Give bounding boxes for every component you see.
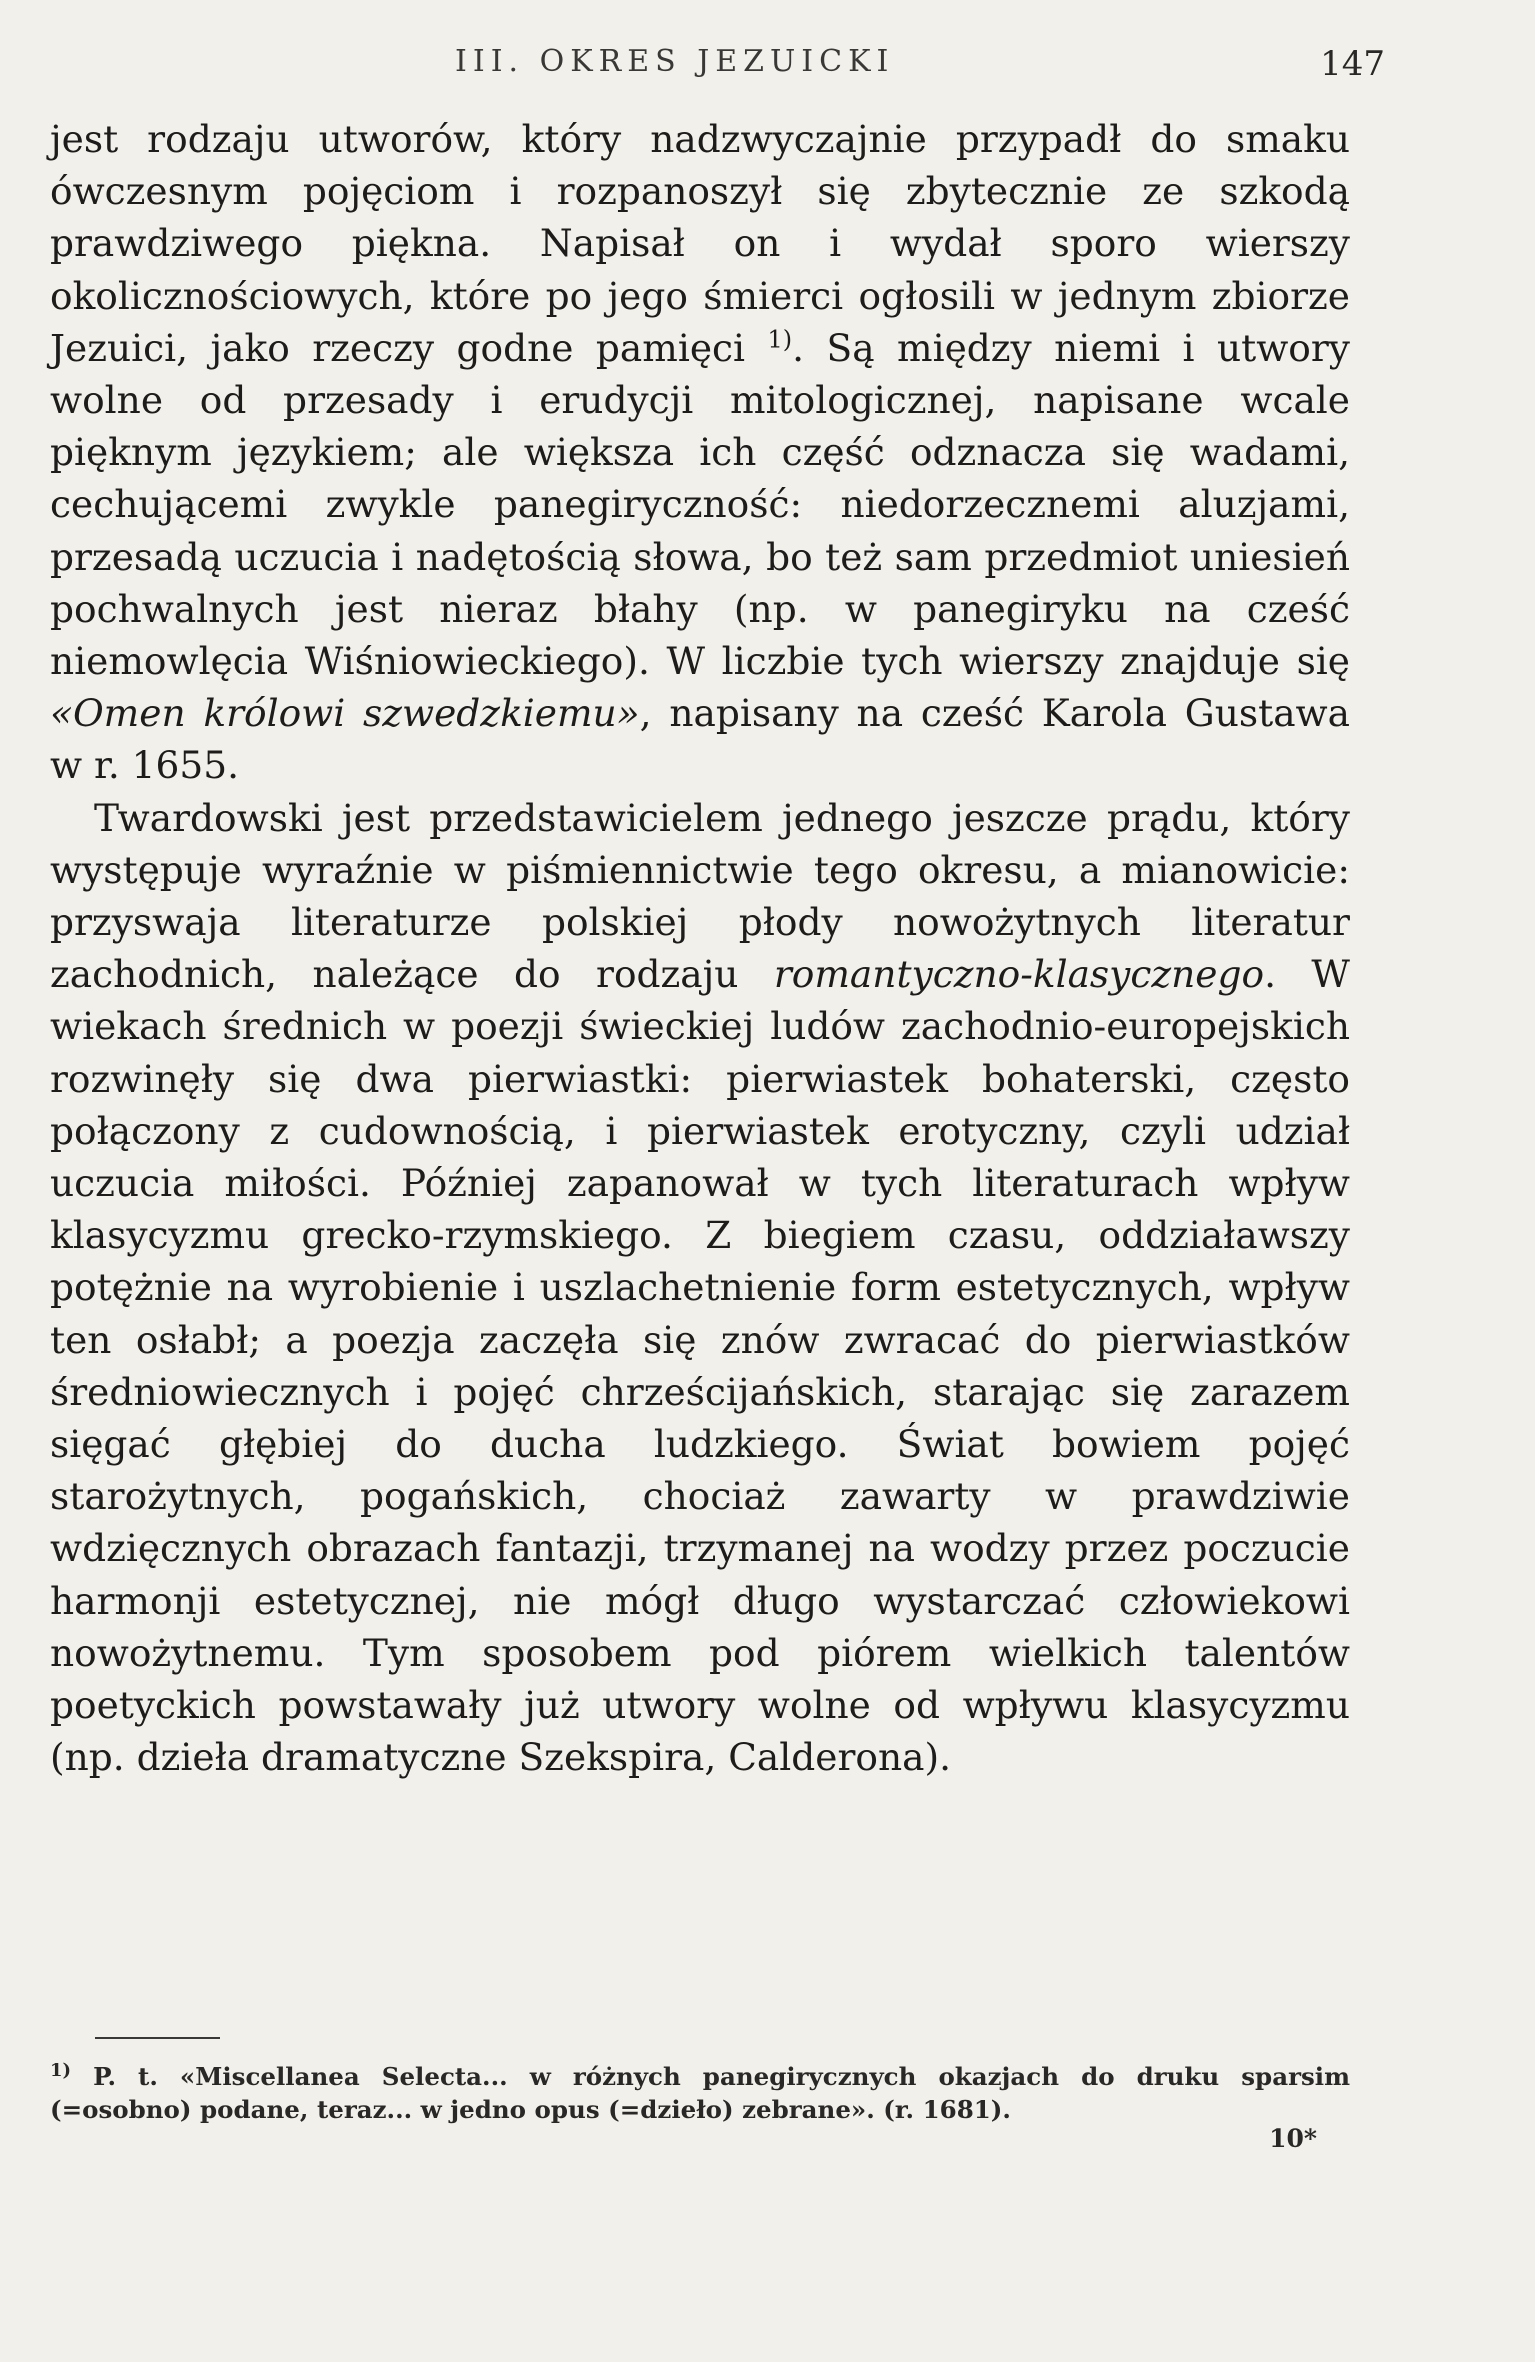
footnote-divider bbox=[95, 2037, 220, 2039]
paragraph-2 bbox=[50, 792, 1350, 1784]
footnote-reference: 1) bbox=[767, 325, 793, 354]
paragraph-1-part-3: , napisany na cześć Karola Gustawa w r. 1655. bbox=[50, 691, 1351, 788]
paragraph-1-part-1: jest rodzaju utworów, który nadzwyczajnie przypadł do smaku ówczesnym pojęciom i rozpanoszył się zbytecznie ze szkodą prawdziwego piękna. Napisał on i wydał sporo wierszy okolicznościowych, które po jego śmierci ogłosili w jednym zbiorze Jezuici, jako rzeczy godne pamięci bbox=[50, 117, 1350, 370]
page-header bbox=[50, 40, 1385, 100]
italic-term: romantyczno-klasycznego bbox=[773, 952, 1265, 997]
running-title: III. OKRES JEZUICKI bbox=[455, 44, 895, 79]
body-text bbox=[50, 113, 1350, 1784]
footnote bbox=[50, 2054, 1350, 2126]
footnote-text: P. t. «Miscellanea Selecta... w różnych panegirycznych okazjach do druku sparsim (=osobno) podane, teraz... w jedno opus (=dzieło) zebrane». (r. 1681). bbox=[50, 2062, 1350, 2125]
footnote-marker: 1) bbox=[50, 2060, 72, 2081]
paragraph-1 bbox=[50, 113, 1350, 792]
signature-mark: 10* bbox=[1269, 2124, 1317, 2153]
paragraph-2-part-2: . W wiekach średnich w poezji świeckiej ludów zachodnio-europejskich rozwinęły się dwa pierwiastki: pierwiastek bohaterski, często połączony z cudownością, i pierwiastek erotyczny, czyli udział uczucia miłości. Później zapanował w tych literaturach wpływ klasycyzmu grecko-rzymskiego. Z biegiem czasu, oddziaławszy potężnie na wyrobienie i uszlachetnienie form estetycznych, wpływ ten osłabł; a poezja zaczęła się znów zwracać do pierwiastków średniowiecznych i pojęć chrześcijańskich, starając się zarazem sięgać głębiej do ducha ludzkiego. Świat bowiem pojęć starożytnych, pogańskich, chociaż zawarty w prawdziwie wdzięcznych obrazach fantazji, trzymanej na wodzy przez poczucie harmonji estetycznej, nie mógł długo wystarczać człowiekowi nowożytnemu. Tym sposobem pod piórem wielkich talentów poetyckich powstawały już utwory wolne od wpływu klasycyzmu (np. dzieła dramatyczne Szekspira, Calderona). bbox=[50, 952, 1350, 1780]
italic-title: «Omen królowi szwedzkiemu» bbox=[50, 691, 640, 736]
paragraph-1-part-2: . Są między niemi i utwory wolne od przesady i erudycji mitologicznej, napisane wcale pięknym językiem; ale większa ich część odznacza się wadami, cechującemi zwykle panegiryczność: niedorzecznemi aluzjami, przesadą uczucia i nadętością słowa, bo też sam przedmiot uniesień pochwalnych jest nieraz błahy (np. w panegiryku na cześć niemowlęcia Wiśniowieckiego). W liczbie tych wierszy znajduje się bbox=[50, 325, 1350, 684]
paragraph-2-part-1: Twardowski jest przedstawicielem jednego jeszcze prądu, który występuje wyraźnie w piśmiennictwie tego okresu, a mianowicie: przyswaja literaturze polskiej płody nowożytnych literatur zachodnich, należące do rodzaju bbox=[50, 795, 1350, 997]
page-number: 147 bbox=[1320, 44, 1385, 84]
